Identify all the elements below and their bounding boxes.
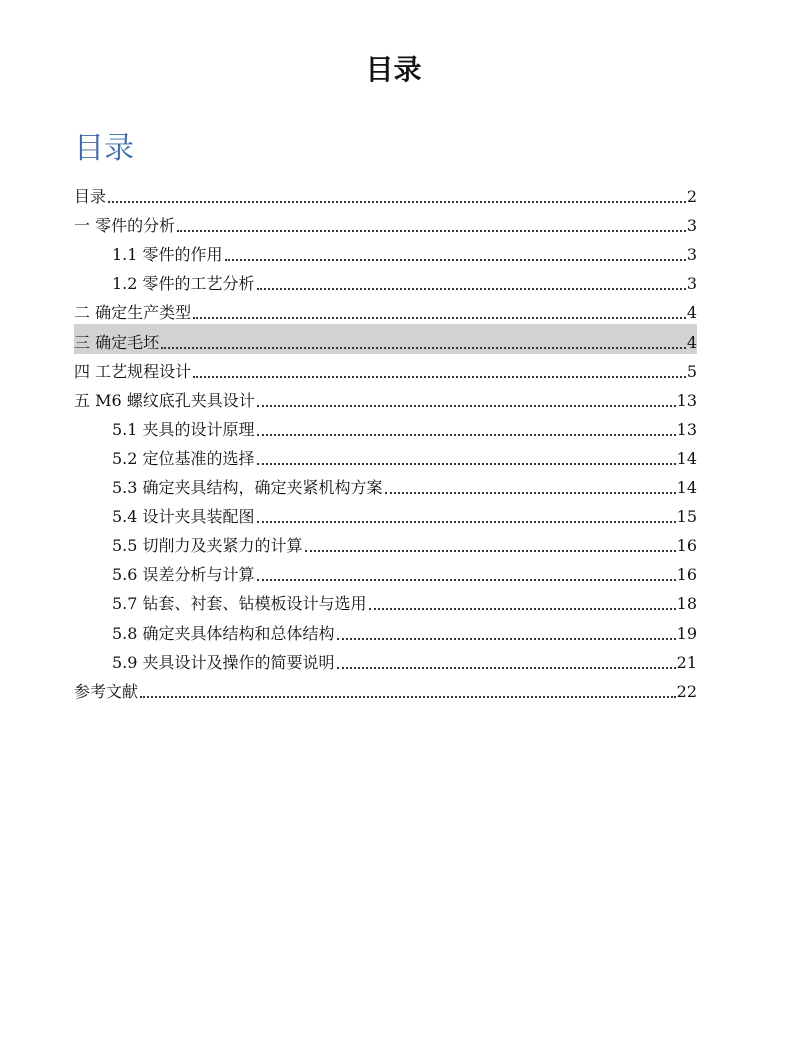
- toc-entry-page-number: 18: [676, 594, 697, 614]
- page-title: 目录: [365, 53, 422, 86]
- toc-entry-page-number: 14: [676, 448, 697, 468]
- dot-leader: [257, 433, 676, 436]
- toc-entry[interactable]: [74, 237, 697, 266]
- toc-entry-label: 5.3 确定夹具结构，确定夹紧机构方案: [112, 478, 383, 498]
- toc-entry[interactable]: [74, 441, 697, 470]
- toc-entry-label: 5.9 夹具设计及操作的简要说明: [112, 652, 335, 672]
- toc-entry-label: 1.1 零件的作用: [112, 245, 223, 265]
- toc-entry-label: 5.2 定位基准的选择: [112, 448, 255, 468]
- dot-leader: [305, 549, 676, 552]
- toc-entry[interactable]: [74, 645, 697, 674]
- toc-entry[interactable]: [74, 674, 697, 703]
- toc-entry-label: 5.6 误差分析与计算: [112, 565, 255, 585]
- toc-entry-page-number: 4: [686, 332, 697, 352]
- dot-leader: [385, 491, 676, 494]
- toc-entry-page-number: 16: [676, 536, 697, 556]
- toc-entry[interactable]: [74, 528, 697, 557]
- toc-entry[interactable]: [74, 557, 697, 586]
- toc-entry[interactable]: [74, 179, 697, 208]
- toc-entry[interactable]: [74, 295, 697, 324]
- toc-entry-page-number: 13: [676, 419, 697, 439]
- toc-entry-label: 5.7 钻套、衬套、钻模板设计与选用: [112, 594, 367, 614]
- toc-entry[interactable]: [74, 266, 697, 295]
- toc-entry-page-number: 14: [676, 478, 697, 498]
- toc-entry-label: 5.8 确定夹具体结构和总体结构: [112, 623, 335, 643]
- toc-entry[interactable]: [74, 208, 697, 237]
- dot-leader: [161, 346, 686, 349]
- dot-leader: [337, 637, 676, 640]
- toc-entry-label: 目录: [74, 187, 107, 207]
- toc-entry-label: 5.5 切削力及夹紧力的计算: [112, 536, 303, 556]
- toc-entry-page-number: 21: [676, 652, 697, 672]
- toc-entry[interactable]: [74, 615, 697, 644]
- toc-entry[interactable]: [74, 383, 697, 412]
- toc-entry-page-number: 3: [686, 216, 697, 236]
- toc-entry-label: 四 工艺规程设计: [74, 361, 192, 381]
- dot-leader: [257, 462, 676, 465]
- dot-leader: [337, 666, 676, 669]
- dot-leader: [140, 695, 676, 698]
- toc-entry-page-number: 15: [676, 507, 697, 527]
- dot-leader: [257, 578, 676, 581]
- dot-leader: [257, 287, 686, 290]
- dot-leader: [257, 520, 676, 523]
- dot-leader: [177, 229, 686, 232]
- toc-entry[interactable]: [74, 499, 697, 528]
- dot-leader: [369, 607, 676, 610]
- toc-entry-page-number: 3: [686, 274, 697, 294]
- toc-heading: 目录: [74, 131, 134, 166]
- toc-entry[interactable]: [74, 354, 697, 383]
- dot-leader: [225, 258, 686, 261]
- toc-entry-page-number: 4: [686, 303, 697, 323]
- toc-entry[interactable]: [74, 470, 697, 499]
- toc-entry-label: 参考文献: [74, 681, 139, 701]
- dot-leader: [257, 404, 676, 407]
- table-of-contents: [74, 179, 697, 703]
- toc-entry-page-number: 3: [686, 245, 697, 265]
- dot-leader: [193, 375, 686, 378]
- toc-entry-page-number: 22: [676, 681, 697, 701]
- toc-entry[interactable]: [74, 586, 697, 615]
- dot-leader: [108, 200, 686, 203]
- toc-entry-label: 5.1 夹具的设计原理: [112, 419, 255, 439]
- dot-leader: [193, 316, 686, 319]
- toc-entry-label: 三 确定毛坯: [74, 332, 160, 352]
- toc-entry-page-number: 13: [676, 390, 697, 410]
- toc-entry-page-number: 2: [686, 187, 697, 207]
- toc-entry-label: 五 M6 螺纹底孔夹具设计: [74, 390, 255, 410]
- toc-entry-label: 一 零件的分析: [74, 216, 176, 236]
- toc-entry-label: 二 确定生产类型: [74, 303, 192, 323]
- toc-entry-page-number: 16: [676, 565, 697, 585]
- toc-entry[interactable]: [74, 412, 697, 441]
- toc-entry-label: 5.4 设计夹具装配图: [112, 507, 255, 527]
- toc-entry-page-number: 19: [676, 623, 697, 643]
- toc-entry-page-number: 5: [686, 361, 697, 381]
- toc-entry-label: 1.2 零件的工艺分析: [112, 274, 255, 294]
- toc-entry[interactable]: [74, 324, 697, 353]
